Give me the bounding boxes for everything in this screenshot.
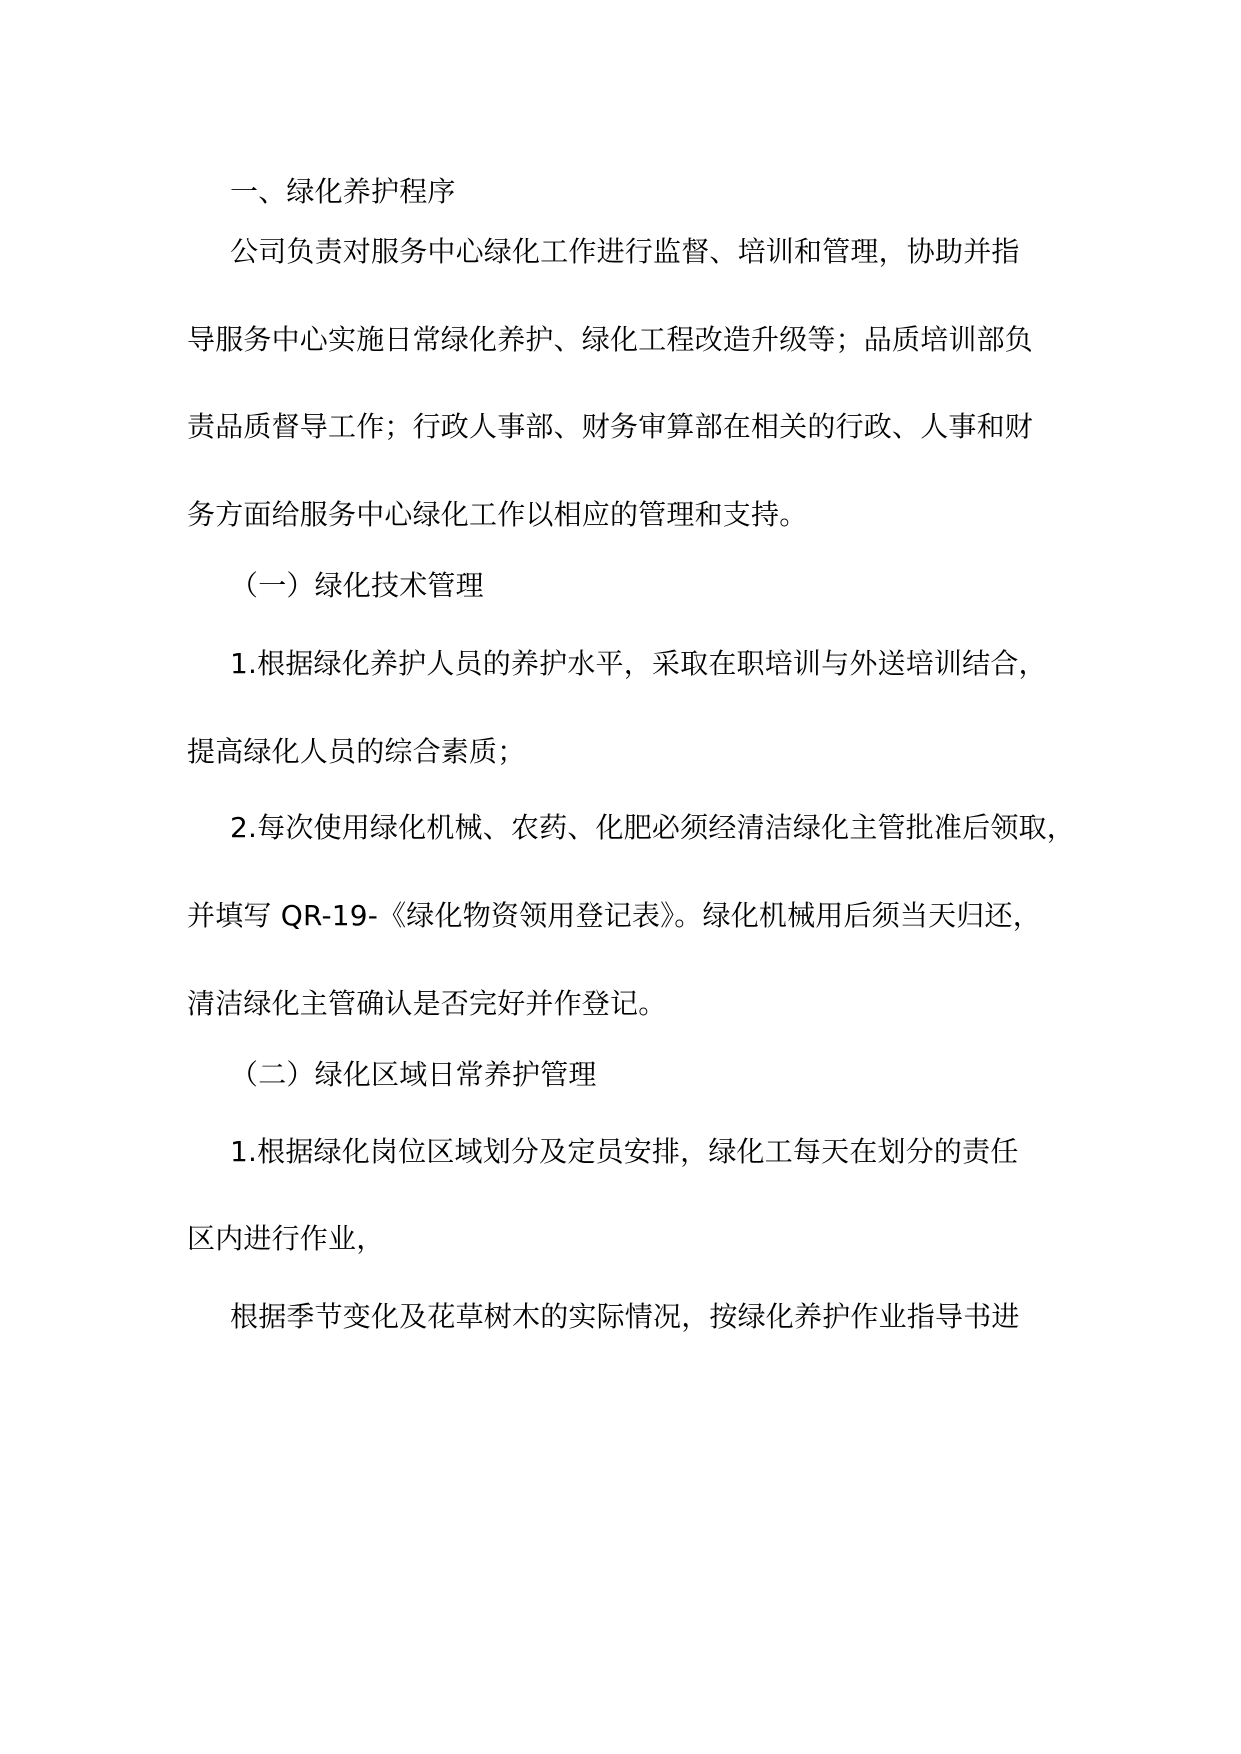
paragraph-line: 1.根据绿化岗位区域划分及定员安排，绿化工每天在划分的责任 [230,1135,1019,1168]
paragraph-line: 务方面给服务中心绿化工作以相应的管理和支持。 [187,498,808,531]
subsection-heading-1: （一）绿化技术管理 [230,569,484,602]
paragraph-line: 根据季节变化及花草树木的实际情况，按绿化养护作业指导书进 [230,1300,1020,1333]
paragraph-line: 导服务中心实施日常绿化养护、绿化工程改造升级等；品质培训部负 [187,323,1034,356]
paragraph-line: 提高绿化人员的综合素质； [187,735,526,768]
subsection-heading-2: （二）绿化区域日常养护管理 [230,1058,597,1091]
paragraph-line: 责品质督导工作；行政人事部、财务审算部在相关的行政、人事和财 [187,410,1034,443]
paragraph-line: 2.每次使用绿化机械、农药、化肥必须经清洁绿化主管批准后领取， [230,811,1075,844]
paragraph-line: 1.根据绿化养护人员的养护水平，采取在职培训与外送培训结合， [230,647,1047,680]
section-heading-1: 一、绿化养护程序 [230,175,456,208]
paragraph-line: 并填写 QR-19-《绿化物资领用登记表》。绿化机械用后须当天归还， [187,899,1041,932]
paragraph-line: 区内进行作业， [187,1222,385,1255]
paragraph-line: 公司负责对服务中心绿化工作进行监督、培训和管理，协助并指 [230,235,1020,268]
paragraph-line: 清洁绿化主管确认是否完好并作登记。 [187,987,667,1020]
